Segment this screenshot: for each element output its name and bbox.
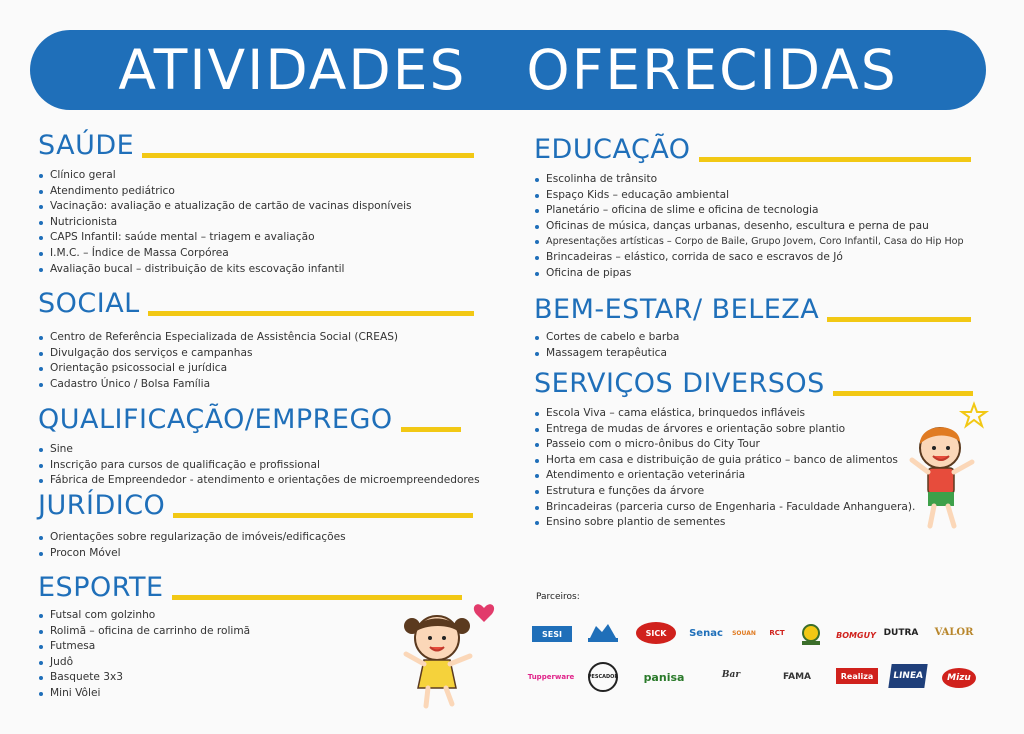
list-item: Escolinha de trânsito <box>534 172 971 188</box>
partner-logo-emblem <box>796 624 826 646</box>
list-item: Passeio com o micro-ônibus do City Tour <box>534 437 973 453</box>
section-qualificacao <box>38 406 480 489</box>
partner-logo-emblem <box>586 620 620 644</box>
partner-logo: FAMA <box>782 672 811 682</box>
list-item: Brincadeiras – elástico, corrida de saco e escravos de Jó <box>534 250 971 266</box>
list-item: Inscrição para cursos de qualificação e profissional <box>38 458 480 474</box>
list-item: Avaliação bucal – distribuição de kits escovação infantil <box>38 262 474 278</box>
section-underline <box>173 513 473 518</box>
animal-logo-icon <box>586 620 620 644</box>
list-item: Ensino sobre plantio de sementes <box>534 515 973 531</box>
partner-logo-emblem: Bar <box>721 670 741 680</box>
section-social <box>38 290 474 392</box>
star-icon <box>962 404 986 426</box>
list-item: Cortes de cabelo e barba <box>534 330 971 346</box>
list-item: Atendimento e orientação veterinária <box>534 468 973 484</box>
section-saude <box>38 132 474 277</box>
partner-logo: RCT <box>769 629 785 637</box>
partner-logo: Senac <box>689 627 723 639</box>
list-item: Nutricionista <box>38 215 474 231</box>
list-item: Estrutura e funções da árvore <box>534 484 973 500</box>
partners-label: Parceiros: <box>536 592 580 602</box>
partner-logo: PESCADOR <box>588 662 618 692</box>
list-item: Vacinação: avaliação e atualização de cartão de vacinas disponíveis <box>38 199 474 215</box>
list-item: Judô <box>38 655 462 671</box>
list-item: Clínico geral <box>38 168 474 184</box>
section-underline <box>827 317 971 322</box>
list-item: Horta em casa e distribuição de guia prático – banco de alimentos <box>534 453 973 469</box>
list-item: CAPS Infantil: saúde mental – triagem e avaliação <box>38 230 474 246</box>
list-item: I.M.C. – Índice de Massa Corpórea <box>38 246 474 262</box>
list-item: Cadastro Único / Bolsa Família <box>38 377 474 393</box>
partner-logo: Tupperware <box>527 673 575 681</box>
list-item: Rolimã – oficina de carrinho de rolimã <box>38 624 462 640</box>
section-underline <box>401 427 461 432</box>
item-list <box>38 442 480 489</box>
list-item: Planetário – oficina de slime e oficina de tecnologia <box>534 203 971 219</box>
item-list <box>38 330 474 392</box>
section-title: EDUCAÇÃO <box>534 134 691 165</box>
list-item: Massagem terapêutica <box>534 346 971 362</box>
section-title: SOCIAL <box>38 288 140 319</box>
list-item: Procon Móvel <box>38 546 473 562</box>
list-item: Sine <box>38 442 480 458</box>
section-educacao <box>534 136 971 281</box>
section-underline <box>148 311 474 316</box>
title-word-2: OFERECIDAS <box>526 38 898 102</box>
list-item: Orientação psicossocial e jurídica <box>38 361 474 377</box>
partner-logo: SESI <box>532 626 572 642</box>
partner-logo: Realiza <box>836 668 878 684</box>
partner-logo: panisa <box>643 670 685 684</box>
list-item: Atendimento pediátrico <box>38 184 474 200</box>
item-list <box>38 168 474 277</box>
section-bemestar <box>534 296 971 361</box>
list-item: Oficina de pipas <box>534 266 971 282</box>
item-list <box>534 330 971 361</box>
section-title: BEM-ESTAR/ BELEZA <box>534 294 820 325</box>
list-item: Apresentações artísticas – Corpo de Baile, Grupo Jovem, Coro Infantil, Casa do Hip Hop <box>534 234 971 250</box>
list-item: Fábrica de Empreendedor - atendimento e orientações de microempreendedores <box>38 473 480 489</box>
partner-logo: SICK <box>636 622 676 644</box>
section-title: SAÚDE <box>38 130 135 161</box>
section-juridico <box>38 492 473 561</box>
partner-logo: DUTRA <box>883 628 919 638</box>
item-list <box>534 172 971 281</box>
partner-logo: BOMGUY <box>836 630 876 640</box>
section-underline <box>699 157 971 162</box>
section-title: SERVIÇOS DIVERSOS <box>534 368 825 399</box>
partner-logo: VALOR <box>934 626 974 638</box>
partner-logo: LINEA <box>888 664 927 688</box>
partner-logo: Mizu <box>942 668 976 688</box>
list-item: Brincadeiras (parceria curso de Engenharia - Faculdade Anhanguera). <box>534 500 973 516</box>
list-item: Centro de Referência Especializada de Assistência Social (CREAS) <box>38 330 474 346</box>
section-underline <box>142 153 474 158</box>
list-item: Futsal com golzinho <box>38 608 462 624</box>
list-item: Basquete 3x3 <box>38 670 462 686</box>
partner-logo: SOUAN <box>732 629 756 637</box>
list-item: Espaço Kids – educação ambiental <box>534 188 971 204</box>
title-word-1: ATIVIDADES <box>118 38 467 102</box>
section-title: QUALIFICAÇÃO/EMPREGO <box>38 404 393 435</box>
list-item: Escola Viva – cama elástica, brinquedos infláveis <box>534 406 973 422</box>
section-title: ESPORTE <box>38 572 164 603</box>
heart-icon <box>474 604 494 622</box>
list-item: Orientações sobre regularização de imóveis/edificações <box>38 530 473 546</box>
list-item: Futmesa <box>38 639 462 655</box>
list-item: Entrega de mudas de árvores e orientação sobre plantio <box>534 422 973 438</box>
section-title: JURÍDICO <box>38 490 166 521</box>
badge-logo-icon <box>798 624 824 646</box>
list-item: Oficinas de música, danças urbanas, desenho, escultura e perna de pau <box>534 219 971 235</box>
item-list <box>38 530 473 561</box>
section-underline <box>833 391 973 396</box>
title-banner <box>30 30 986 110</box>
boy-illustration <box>906 400 992 532</box>
list-item: Divulgação dos serviços e campanhas <box>38 346 474 362</box>
girl-illustration <box>398 600 504 712</box>
list-item: Mini Vôlei <box>38 686 462 702</box>
